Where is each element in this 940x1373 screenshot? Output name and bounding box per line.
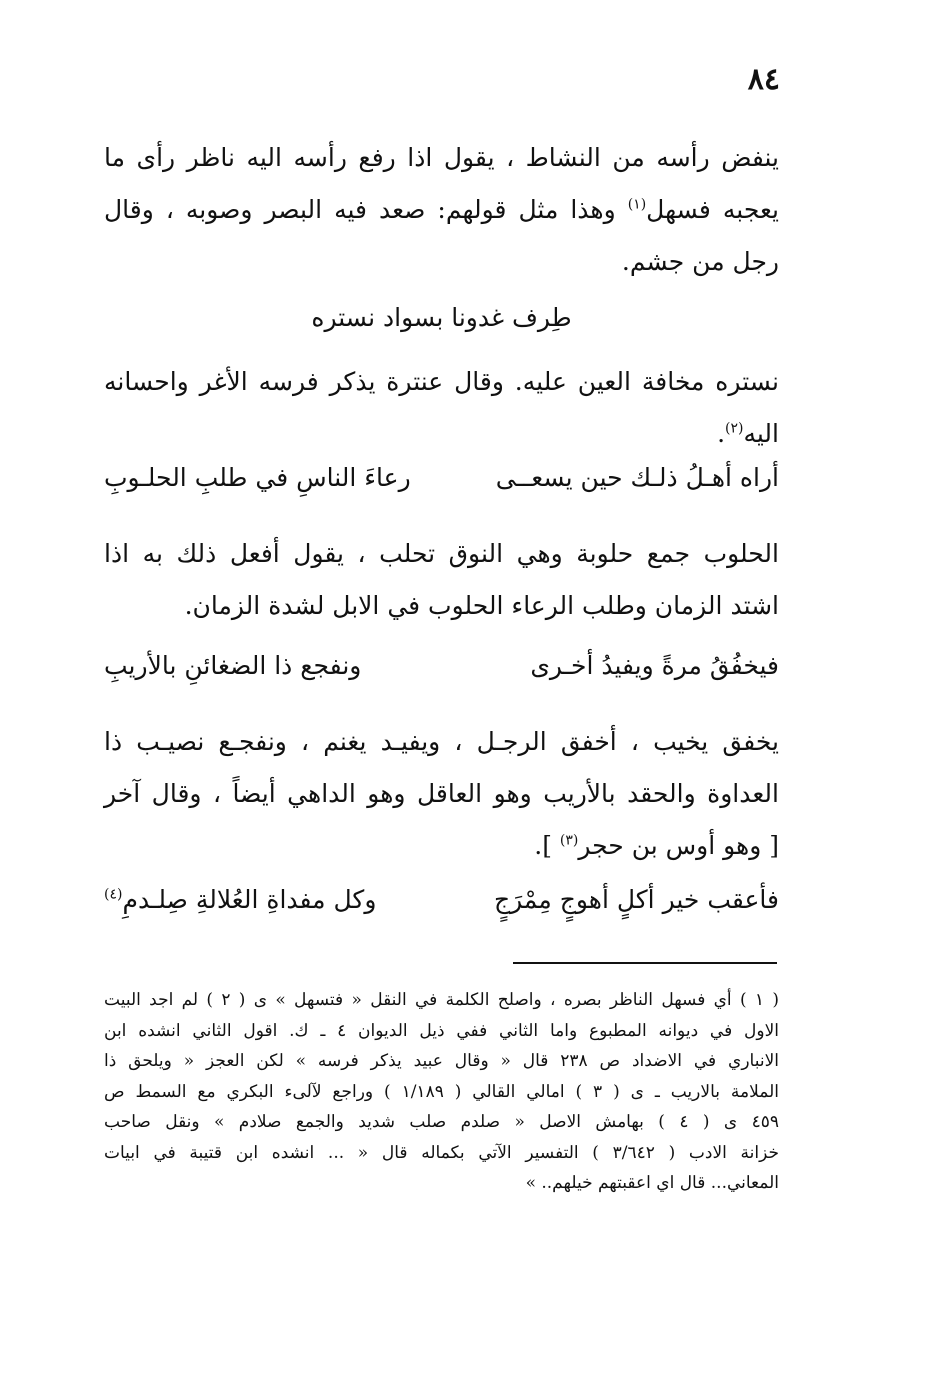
footnote-line-6: خزانة الادب ( ٣/٦٤٢ ) التفسير الآتي بكماله قال « ... انشده ابن قتيبة في ابيات <box>104 1142 780 1163</box>
paragraph-2-text-b: . <box>717 419 726 448</box>
paragraph-1-line-2 <box>104 184 779 236</box>
paragraph-3-line-1: الحلوب جمع حلوبة وهي النوق تحلب ، يقول أفعل ذلك به اذا <box>104 539 779 568</box>
verse-1 <box>104 298 779 338</box>
verse-1-text: طِرف غدونا بسواد نستره <box>311 303 572 332</box>
footnote-line-3: الانباري في الاضداد ص ٢٣٨ قال « وقال عبيد يذكر فرسه » لكن العجز « ويلحق ذا <box>104 1051 779 1071</box>
verse-2 <box>104 458 779 498</box>
paragraph-4-line-2: العداوة والحقد بالأريب وهو العاقل وهو الداهي أيضاً ، وقال آخر <box>104 779 779 808</box>
paragraph-1-line-1: ينفض رأسه من النشاط ، يقول اذا رفع رأسه اليه ناظر رأى ما <box>104 143 779 172</box>
verse-3-first-hemistich: فيخفُقُ مرةً ويفيدُ أخـرى <box>530 651 779 680</box>
page-number: ٨٤ <box>747 62 780 97</box>
paragraph-3 <box>104 528 779 632</box>
paragraph-2-text-a: اليه <box>743 419 779 448</box>
paragraph-4-text-a: [ وهو أوس بن حجر <box>578 831 779 860</box>
verse-3 <box>104 646 779 686</box>
footnote-ref-2: (٢) <box>725 420 744 437</box>
footnote-ref-4: (٤) <box>104 886 123 903</box>
footnote-ref-1: (١) <box>627 196 647 213</box>
verse-4-second-hemistich-wrap <box>104 880 376 920</box>
footnote-line-1: ( ١ ) أي فسهل الناظر بصره ، واصلح الكلمة في النقل « فتسهل » ى ( ٢ ) لم اجد البيت <box>104 990 779 1010</box>
verse-2-second-hemistich: رعاءَ الناسِ في طلبِ الحلـوبِ <box>104 463 411 492</box>
footnote-line-4: الملامة بالاريب ـ ى ( ٣ ) امالي القالي ( ١/١٨٩ ) وراجع لآلىء البكري مع السمط ص <box>104 1081 779 1102</box>
paragraph-4-line-3 <box>104 820 779 872</box>
footnote-ref-3: (٣) <box>559 832 579 849</box>
footnote-separator <box>513 962 777 964</box>
footnote-line-2: الاول في ديوانه المطبوع واما الثاني ففي ذيل الديوان ٤ ـ ك. اقول الثاني انشده ابن <box>104 1020 780 1041</box>
paragraph-2-line-1: نستره مخافة العين عليه. وقال عنترة يذكر فرسه الأغر واحسانه <box>104 367 779 396</box>
paragraph-2 <box>104 356 779 460</box>
paragraph-1-text-a: يعجبه فسهل <box>646 195 779 224</box>
verse-2-first-hemistich: أراه أهـلُ ذلـك حين يسعــى <box>495 463 779 492</box>
paragraph-4-line-1: يخفق يخيب ، أخفق الرجـل ، ويفيـد يغنم ، ونفجـع نصيـب ذا <box>104 727 779 756</box>
footnotes <box>104 985 779 1199</box>
verse-4 <box>104 880 779 920</box>
paragraph-3-line-2: اشتد الزمان وطلب الرعاء الحلوب في الابل لشدة الزمان. <box>184 591 779 620</box>
paragraph-1 <box>104 132 779 288</box>
paragraph-2-line-2 <box>104 408 779 460</box>
paragraph-1-line-3: رجل من جشم. <box>621 247 779 276</box>
footnote-line-5: ٤٥٩ ى ( ٤ ) بهامش الاصل « صلدم صلب شديد والجمع صلادم » ونقل صاحب <box>104 1112 779 1132</box>
paragraph-1-text-b: وهذا مثل قولهم: صعد فيه البصر وصوبه ، وقال <box>104 195 628 224</box>
paragraph-4-text-b: ]. <box>534 831 560 860</box>
verse-4-second-hemistich: وكل مفداةِ العُلالةِ صِلـدمِ <box>122 885 377 914</box>
footnote-line-7: المعاني... قال اي اعقبتهم خيلهم.. » <box>525 1173 779 1193</box>
paragraph-4 <box>104 716 779 872</box>
verse-4-first-hemistich: فأعقب خير أكلٍ أهوجٍ مِمْرَجٍ <box>494 885 779 914</box>
verse-3-second-hemistich: ونفجع ذا الضغائنِ بالأريبِ <box>104 651 362 680</box>
